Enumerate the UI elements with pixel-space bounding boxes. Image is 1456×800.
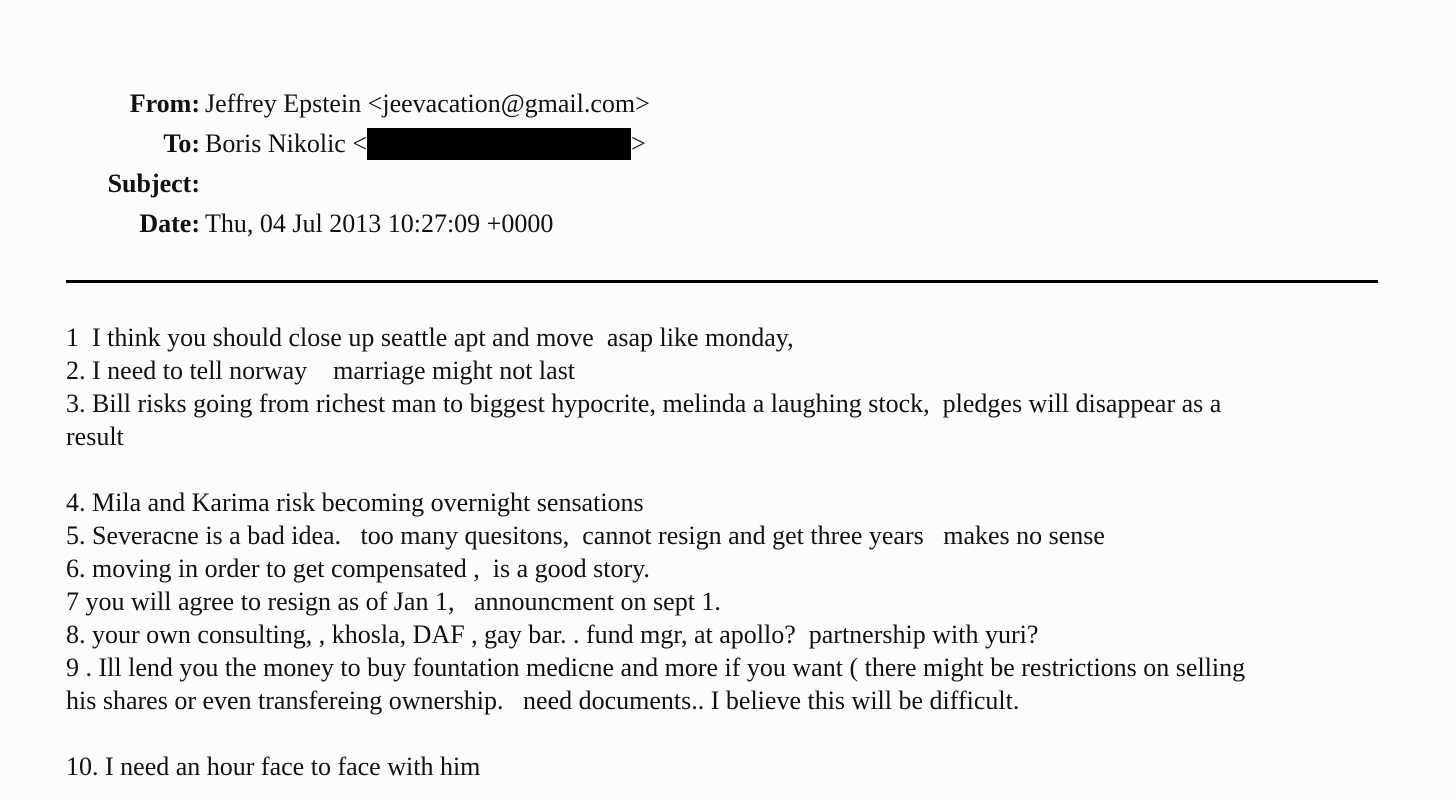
email-body xyxy=(66,321,1406,783)
header-divider xyxy=(66,280,1378,283)
to-value xyxy=(205,128,646,160)
body-line: 9 . Ill lend you the money to buy fountation medicne and more if you want ( there might be restrictions on selling xyxy=(66,653,1246,682)
body-line: 2. I need to tell norway marriage might not last xyxy=(66,356,576,385)
to-value-suffix: > xyxy=(631,129,646,158)
body-line: 6. moving in order to get compensated , is a good story. xyxy=(66,554,650,583)
from-label: From: xyxy=(129,89,200,118)
body-line: 10. I need an hour face to face with him xyxy=(66,752,481,781)
subject-row xyxy=(0,164,1456,204)
from-row xyxy=(0,84,1456,124)
body-line: 4. Mila and Karima risk becoming overnight sensations xyxy=(66,488,644,517)
body-line: his shares or even transfereing ownership. need documents.. I believe this will be difficult. xyxy=(66,686,1020,715)
from-value: Jeffrey Epstein <jeevacation@gmail.com> xyxy=(205,89,650,118)
body-line: 7 you will agree to resign as of Jan 1, announcment on sept 1. xyxy=(66,587,721,616)
email-header xyxy=(0,84,1456,244)
redaction-bar xyxy=(367,128,631,160)
body-line: 5. Severacne is a bad idea. too many quesitons, cannot resign and get three years makes no sense xyxy=(66,521,1105,550)
date-value: Thu, 04 Jul 2013 10:27:09 +0000 xyxy=(205,209,554,238)
date-row xyxy=(0,204,1456,244)
body-line xyxy=(66,453,1406,486)
body-line: 3. Bill risks going from richest man to biggest hypocrite, melinda a laughing stock, pledges will disappear as a xyxy=(66,389,1222,418)
to-value-name: Boris Nikolic < xyxy=(205,129,367,158)
to-row xyxy=(0,124,1456,164)
body-line: 1 I think you should close up seattle apt and move asap like monday, xyxy=(66,323,794,352)
body-line xyxy=(66,717,1406,750)
date-label: Date: xyxy=(139,209,200,238)
subject-label: Subject: xyxy=(107,169,200,198)
body-line: 8. your own consulting, , khosla, DAF , gay bar. . fund mgr, at apollo? partnership with yuri? xyxy=(66,620,1039,649)
to-label: To: xyxy=(163,129,200,158)
body-line: result xyxy=(66,422,124,451)
